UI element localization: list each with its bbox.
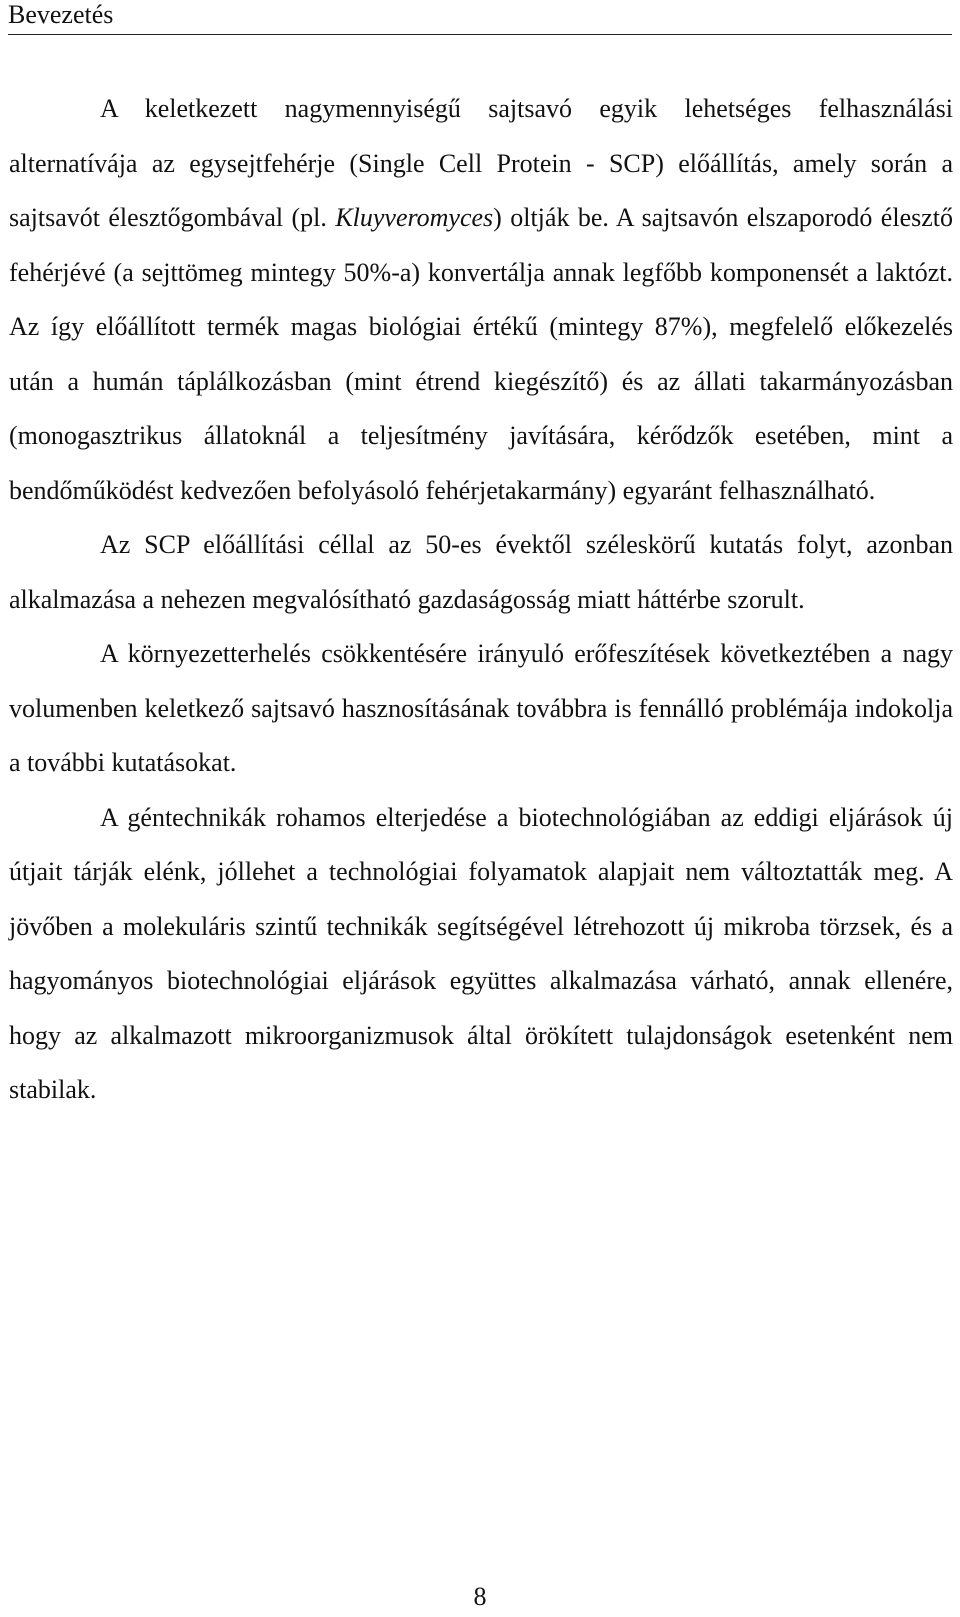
paragraph-3: A környezetterhelés csökkentésére irányuló erőfeszítések következtében a nagy volumenben keletkező sajtsavó hasznosításának továbbra is fennálló problémája indokolja a további kutatásokat. [9, 639, 953, 777]
paragraph-1 [9, 82, 953, 518]
body-text [9, 82, 953, 1118]
paragraph-4: A géntechnikák rohamos elterjedése a biotechnológiában az eddigi eljárások új útjait tárják elénk, jóllehet a technológiai folyamatok alapjait nem változtatták meg. A jövőben a molekuláris szintű technikák segítségével létrehozott új mikroba törzsek, és a hagyományos biotechnológiai eljárások együttes alkalmazása várható, annak ellenére, hogy az alkalmazott mikroorganizmusok által örökített tulajdonságok esetenként nem stabilak. [9, 802, 953, 1104]
section-title: Bevezetés [8, 0, 114, 29]
page-header [8, 0, 952, 35]
paragraph-1-text-end: ) oltják be. A sajtsavón elszaporodó élesztő fehérjévé (a sejttömeg mintegy 50%-a) konvertálja annak legfőbb komponensét a laktózt. Az így előállított termék magas biológiai értékű (mintegy 87%), megfelelő előkezelés után a humán táplálkozásban (mint étrend kiegészítő) és az állati takarmányozásban (monogasztrikus állatoknál a teljesítmény javítására, kérődzők esetében, mint a bendőműködést kedvezően befolyásoló fehérjetakarmány) egyaránt felhasználható. [9, 203, 953, 505]
page-number: 8 [473, 1582, 487, 1611]
paragraph-1-italic-genus: Kluyveromyces [335, 203, 494, 232]
paragraph-1-text-start: A keletkezett nagymennyiségű sajtsavó egyik lehetséges felhasználási alternatívája az egysejtfehérje (Single Cell Protein - SCP) előállítás, amely során a sajtsavót élesztőgombával (pl. [9, 94, 953, 232]
paragraph-2: Az SCP előállítási céllal az 50-es évektől széleskörű kutatás folyt, azonban alkalmazása a nehezen megvalósítható gazdaságosság miatt háttérbe szorult. [9, 530, 953, 614]
